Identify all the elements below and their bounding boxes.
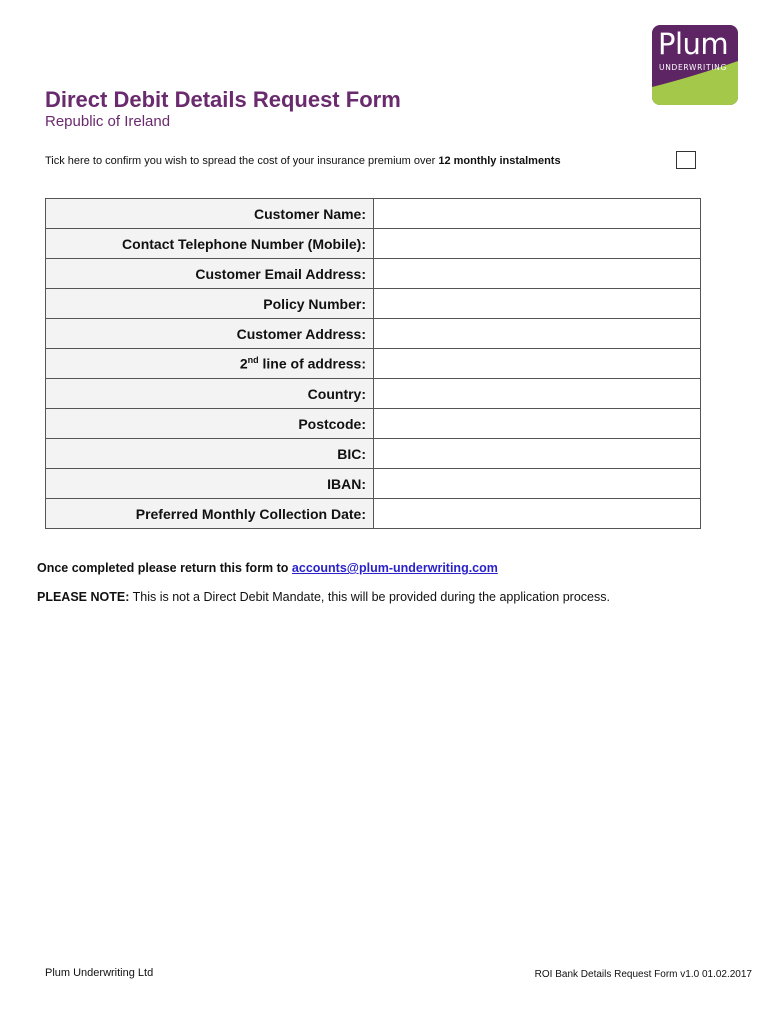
address-line-2-field[interactable]: [374, 349, 701, 379]
please-note: [37, 590, 610, 604]
please-note-text: This is not a Direct Debit Mandate, this will be provided during the application process.: [129, 590, 610, 604]
country-field[interactable]: [374, 379, 701, 409]
address-line-2-label: [46, 349, 374, 379]
email-field[interactable]: [374, 259, 701, 289]
bic-label: BIC:: [46, 439, 374, 469]
logo-subtitle: UNDERWRITING: [659, 63, 727, 72]
footer-company: Plum Underwriting Ltd: [45, 967, 154, 979]
address-line-2-suffix: line of address:: [258, 355, 366, 372]
address-line-2-sup: nd: [247, 355, 259, 366]
country-label: Country:: [46, 379, 374, 409]
collection-date-field[interactable]: [374, 499, 701, 529]
collection-date-label: Preferred Monthly Collection Date:: [46, 499, 374, 529]
telephone-label: Contact Telephone Number (Mobile):: [46, 229, 374, 259]
return-text: Once completed please return this form to: [37, 561, 292, 575]
form-row-address-line-2: [46, 349, 701, 379]
form-row-country: [46, 379, 701, 409]
form-row-bic: [46, 439, 701, 469]
customer-name-field[interactable]: [374, 199, 701, 229]
form-row-address: [46, 319, 701, 349]
please-note-label: PLEASE NOTE:: [37, 590, 130, 604]
tick-text: Tick here to confirm you wish to spread the cost of your insurance premium over: [45, 155, 439, 167]
bic-field[interactable]: [374, 439, 701, 469]
logo-word: Plum: [658, 27, 729, 61]
plum-logo: [652, 25, 738, 105]
accounts-email-link[interactable]: accounts@plum-underwriting.com: [291, 561, 498, 575]
telephone-field[interactable]: [374, 229, 701, 259]
page-subtitle: Republic of Ireland: [45, 113, 171, 130]
address-line-2-prefix: 2: [239, 355, 248, 372]
customer-name-label: Customer Name:: [46, 199, 374, 229]
iban-label: IBAN:: [46, 469, 374, 499]
address-field[interactable]: [374, 319, 701, 349]
policy-number-label: Policy Number:: [46, 289, 374, 319]
instalment-confirm-text: [45, 155, 561, 167]
email-label: Customer Email Address:: [46, 259, 374, 289]
form-row-iban: [46, 469, 701, 499]
policy-number-field[interactable]: [374, 289, 701, 319]
footer-form-version: ROI Bank Details Request Form v1.0 01.02.2017: [534, 969, 752, 980]
instalment-checkbox[interactable]: [676, 151, 696, 169]
form-row-postcode: [46, 409, 701, 439]
postcode-field[interactable]: [374, 409, 701, 439]
form-row-policy-number: [46, 289, 701, 319]
page-title: Direct Debit Details Request Form: [45, 87, 401, 112]
form-row-customer-name: [46, 199, 701, 229]
tick-bold-text: 12 monthly instalments: [438, 155, 561, 167]
iban-field[interactable]: [374, 469, 701, 499]
form-row-collection-date: [46, 499, 701, 529]
form-row-telephone: [46, 229, 701, 259]
return-instructions: [37, 561, 498, 575]
form-row-email: [46, 259, 701, 289]
postcode-label: Postcode:: [46, 409, 374, 439]
details-form-table: [45, 198, 701, 529]
address-label: Customer Address:: [46, 319, 374, 349]
